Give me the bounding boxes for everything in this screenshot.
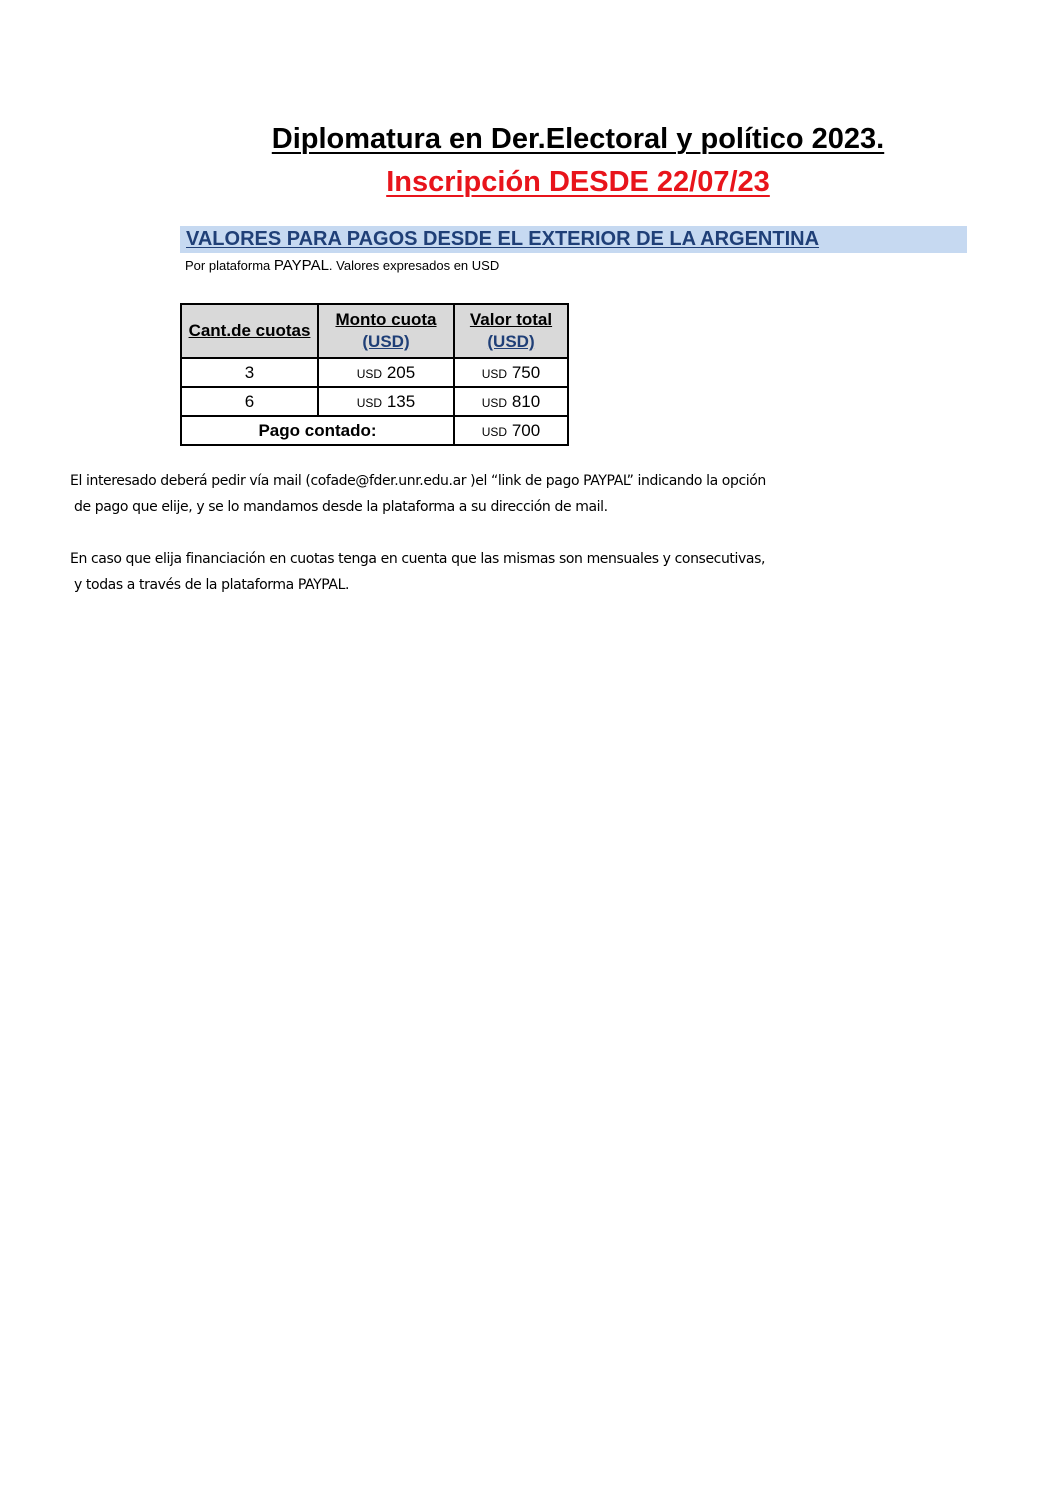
header-valor-total [454,304,568,358]
pago-contado-value: 700 [511,420,541,440]
paragraph-line: de pago que elije, y se lo mandamos desde la plataforma a su dirección de mail. [74,499,608,515]
registration-date-title: Inscripción DESDE 22/07/23 [386,166,770,198]
document-title: Diplomatura en Der.Electoral y político 2023. [271,123,885,155]
paragraph-line: y todas a través de la plataforma PAYPAL. [74,577,350,593]
table-row [181,387,568,416]
currency-label: USD [481,424,508,439]
pago-contado-label: Pago contado: [181,416,454,445]
cuotas-cell: 6 [181,387,318,416]
section-note [185,257,499,274]
section-heading: VALORES PARA PAGOS DESDE EL EXTERIOR DE LA ARGENTINA [186,228,820,250]
section-heading-band [180,226,967,253]
total-value: 750 [511,362,541,382]
price-table [180,303,569,446]
monto-cell [318,358,454,387]
table-row [181,358,568,387]
note-prefix: Por plataforma [185,258,271,273]
total-cell [454,358,568,387]
currency-label: USD [356,395,383,410]
pago-contado-cell [454,416,568,445]
cuotas-cell: 3 [181,358,318,387]
paragraph-line: En caso que elija financiación en cuotas tenga en cuenta que las mismas son mensuales y consecutivas, [70,551,766,567]
installments-note-paragraph [70,546,765,598]
total-value: 810 [511,391,541,411]
monto-value: 205 [386,362,416,382]
header-total-label: Valor total [469,310,553,329]
table-header-row [181,304,568,358]
note-platform: PAYPAL [273,257,329,274]
monto-cell [318,387,454,416]
monto-value: 135 [386,391,416,411]
header-cant-cuotas-label: Cant.de cuotas [188,321,311,340]
note-suffix: . Valores expresados en USD [328,258,500,273]
payment-instructions-paragraph [70,468,766,520]
header-total-unit: (USD) [487,332,535,351]
header-monto-cuota [318,304,454,358]
header-monto-unit: (USD) [362,332,410,351]
header-cant-cuotas [181,304,318,358]
header-monto-label: Monto cuota [335,310,437,329]
paragraph-line: El interesado deberá pedir vía mail (cofade@fder.unr.edu.ar )el “link de pago PAYPAL” indicando la opción [70,473,766,489]
currency-label: USD [481,395,508,410]
total-cell [454,387,568,416]
currency-label: USD [481,366,508,381]
currency-label: USD [356,366,383,381]
table-row-contado [181,416,568,445]
